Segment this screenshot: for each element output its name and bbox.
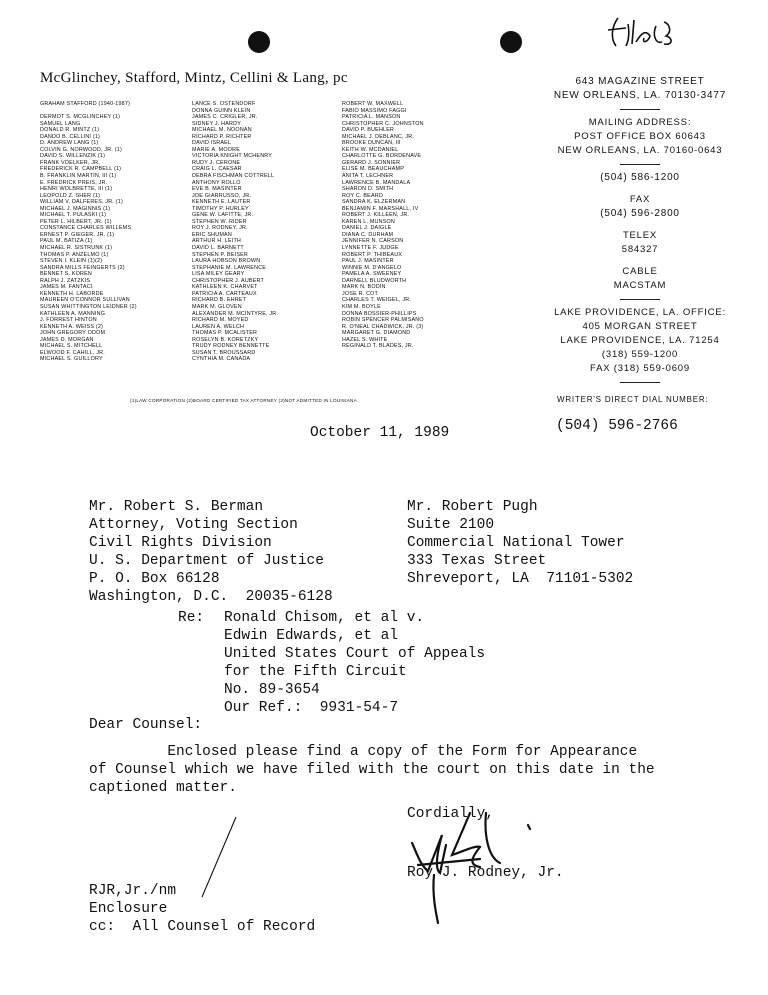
text-line: RICHARD M. MOYED	[192, 317, 249, 324]
recipient-1-address	[89, 498, 333, 606]
text-line: KENNETH E. LAUTER	[192, 199, 251, 206]
text-line: ARTHUR H. LEITH	[192, 238, 242, 245]
text-line: MARIE A. MOORE	[192, 146, 241, 153]
divider	[620, 299, 660, 300]
text-line: DAVID ISRAEL	[192, 140, 232, 147]
mailing-label: MAILING ADDRESS:	[588, 117, 692, 128]
text-line: ERNEST P. GIEGER, JR. (1)	[40, 231, 115, 238]
branch-office-city: LAKE PROVIDENCE, LA. 71254	[560, 335, 720, 346]
text-line: HAZEL S. WHITE	[342, 336, 388, 343]
text-line: Enclosed please find a copy of the Form for Appearance	[89, 744, 638, 760]
closing: Cordially,	[407, 806, 495, 822]
text-line: No. 89-3654	[224, 682, 320, 698]
punch-hole-left	[248, 31, 270, 53]
text-line: Attorney, Voting Section	[89, 517, 298, 533]
text-line: STEPHANIE M. LAWRENCE	[192, 264, 267, 271]
text-line: MICHAEL M. NOONAN	[192, 127, 252, 134]
text-line: SUSAN T. BROUSSARD	[192, 349, 256, 356]
text-line: ROBERT W. MAXWELL	[342, 101, 404, 107]
cable-label: CABLE	[622, 266, 658, 277]
text-line: JOE GIARRUSSO, JR.	[192, 192, 252, 199]
text-line: ALEXANDER M. MCINTYRE, JR.	[192, 310, 279, 317]
firm-name: McGlinchey, Stafford, Mintz, Cellini & Lang, pc	[40, 70, 348, 86]
text-line: MICHAEL J. MAGINNIS (1)	[40, 205, 111, 212]
text-line: Ronald Chisom, et al v.	[224, 610, 425, 626]
text-line: KATHLEEN K. CHARVET	[192, 284, 258, 291]
text-line: BENNET S. KOREN	[40, 271, 93, 278]
text-line: MICHAEL T. PULASKI (1)	[40, 212, 107, 219]
re-subject	[224, 609, 485, 717]
direct-dial-number: (504) 596-2766	[556, 418, 678, 434]
text-line: ROSELYN B. KORETZKY	[192, 336, 259, 343]
attorney-list-col3	[342, 101, 424, 350]
text-line: CHARLES T. WEIGEL, JR.	[342, 297, 412, 304]
text-line: FREDERICK R. CAMPBELL (1)	[40, 166, 122, 173]
text-line: LANCE S. OSTENDORF	[192, 101, 256, 107]
text-line: J. FORREST HINTON	[40, 317, 97, 324]
text-line: E. FREDRICK PREIS, JR.	[40, 179, 108, 186]
text-line: ELISE M. BEAUCHAMP	[342, 166, 405, 173]
text-line: JAMES D. MORGAN	[40, 336, 94, 343]
text-line: ROY C. BEARD	[342, 192, 383, 199]
text-line: EVE B. MASINTER	[192, 186, 242, 193]
text-line: MICHAEL R. SISTRUNK (1)	[40, 245, 113, 252]
text-line: JAMES C. CRIGLER, JR.	[192, 114, 258, 121]
text-line: Suite 2100	[407, 517, 495, 533]
city-address: NEW ORLEANS, LA. 70130-3477	[553, 90, 727, 101]
text-line: DONNA GUINN KLEIN	[192, 107, 251, 114]
text-line: TRUDY RODNEY BENNETTE	[192, 343, 270, 350]
text-line: PETER L. HILBERT, JR. (1)	[40, 218, 112, 225]
text-line: GRAHAM STAFFORD (1940-1987)	[40, 101, 131, 107]
text-line: THOMAS P. MCALISTER	[192, 330, 258, 337]
text-line: JENNIFER N. CARSON	[342, 238, 404, 245]
text-line: TIMOTHY P. HURLEY	[192, 205, 249, 212]
text-line: RUDY J. CERONE	[192, 159, 241, 166]
salutation: Dear Counsel:	[89, 717, 203, 733]
text-line: SIDNEY J. HARDY	[192, 120, 242, 127]
text-line: DANDO B. CELLINI (1)	[40, 133, 101, 140]
text-line: Washington, D.C. 20035-6128	[89, 589, 333, 605]
divider	[620, 109, 660, 110]
text-line: D. ANDREW LANG (1)	[40, 140, 99, 147]
text-line: SAMUEL LANG	[40, 120, 81, 127]
street-address: 643 MAGAZINE STREET	[575, 76, 705, 87]
divider	[620, 382, 660, 383]
text-line: FRANK VOELKER, JR.	[40, 159, 100, 166]
text-line: DAVID P. BUEHLER	[342, 127, 395, 134]
text-line: JOHN GREGORY ODOM	[40, 330, 106, 337]
text-line: CONSTANCE CHARLES WILLEMS	[40, 225, 132, 232]
text-line: GENE W. LAFITTE, JR.	[192, 212, 254, 219]
text-line: SHARON D. SMITH	[342, 186, 394, 193]
text-line: United States Court of Appeals	[224, 646, 486, 662]
mailing-city: NEW ORLEANS, LA. 70160-0643	[557, 145, 723, 156]
text-line: STEVEN I. KLEIN (1)(2)	[40, 258, 103, 265]
text-line: ERIC SHUMAN	[192, 231, 232, 238]
text-line: DEBRA FISCHMAN COTTRELL	[192, 173, 275, 180]
text-line: LYNNETTE F. JUDGE	[342, 245, 399, 252]
direct-dial-label: WRITER'S DIRECT DIAL NUMBER:	[557, 395, 709, 404]
text-line: Civil Rights Division	[89, 535, 272, 551]
text-line: Shreveport, LA 71101-5302	[407, 571, 634, 587]
text-line: DANIEL J. DAIGLE	[342, 225, 392, 232]
text-line: MICHAEL J. DEBLANC, JR.	[342, 133, 415, 140]
text-line: JAMES M. FANTACI	[40, 284, 93, 291]
text-line: MICHAEL S. GUILLORY	[40, 356, 103, 363]
text-line: LISA MILEY GEARY	[192, 271, 245, 278]
text-line: ROBERT P. THIBEAUX	[342, 251, 403, 258]
po-box: POST OFFICE BOX 60643	[574, 131, 706, 142]
punch-hole-right	[500, 31, 522, 53]
firm-address-block	[545, 75, 735, 407]
text-line: MARK M. GLOVEN	[192, 303, 242, 310]
phone-number: (504) 586-1200	[600, 172, 680, 183]
text-line: Enclosure	[89, 901, 168, 917]
text-line: LAWRENCE B. MANDALA	[342, 179, 411, 186]
text-line: cc: All Counsel of Record	[89, 919, 316, 935]
text-line: R. O'NEAL CHADWICK, JR. (3)	[342, 323, 424, 330]
text-line: captioned matter.	[89, 780, 237, 796]
text-line: Mr. Robert Pugh	[407, 499, 538, 515]
text-line: PATRICIA A. CARTEAUX	[192, 290, 257, 297]
text-line: WILLIAM V. DALFERES, JR. (1)	[40, 199, 123, 206]
telex-label: TELEX	[622, 230, 658, 241]
text-line: DONNA BOSSIER-PHILLIPS	[342, 310, 417, 317]
letter-body	[89, 743, 655, 797]
text-line: THOMAS P. ANZELMO (1)	[40, 251, 109, 258]
text-line: SUSAN WHITTINGTON LEIDNER (2)	[40, 303, 137, 310]
text-line: BENJAMIN F. MARSHALL, IV	[342, 205, 419, 212]
text-line: LAURA HOBSON BROWN	[192, 258, 261, 265]
text-line: MARGARET G. DIAMOND	[342, 330, 411, 337]
re-label: Re:	[178, 610, 205, 626]
text-line: KAREN L. MUNSON	[342, 218, 396, 225]
branch-office-phone: (318) 559-1200	[601, 349, 679, 360]
text-line: DIANA C. DURHAM	[342, 231, 394, 238]
branch-office-fax: FAX (318) 559-0609	[590, 363, 690, 374]
text-line: LEOPOLD Z. SHER (1)	[40, 192, 101, 199]
text-line: of Counsel which we have filed with the court on this date in the	[89, 762, 655, 778]
text-line: P. O. Box 66128	[89, 571, 220, 587]
text-line: GERARD J. SONNIER	[342, 159, 401, 166]
signer-name: Roy J. Rodney, Jr.	[407, 865, 564, 881]
text-line: KENNETH A. WEISS (2)	[40, 323, 104, 330]
text-line: DAVID L. BARNETT	[192, 245, 244, 252]
attorney-list-col2	[192, 101, 278, 363]
text-line: KEITH W. MCDANIEL	[342, 146, 399, 153]
branch-office-label: LAKE PROVIDENCE, LA. OFFICE:	[554, 307, 726, 318]
text-line: STEPHEN P. BEISER	[192, 251, 249, 258]
letter-footer	[89, 882, 315, 936]
text-line: ANTHONY ROLLO	[192, 179, 241, 186]
text-line: CHRISTOPHER J. AUBERT	[192, 277, 264, 284]
text-line: FABIO MASSIMO FAGGI	[342, 107, 407, 114]
telex-number: 584327	[621, 244, 659, 255]
text-line: CHARLOTTE G. BORDENAVE	[342, 153, 422, 160]
text-line: JOSE R. COT	[342, 290, 379, 297]
text-line: WINNIE M. D'ANGELO	[342, 264, 402, 271]
text-line: HENRI WOLBRETTE, III (1)	[40, 186, 113, 193]
text-line: ROY J. RODNEY, JR.	[192, 225, 248, 232]
text-line: MICHAEL S. MITCHELL	[40, 343, 103, 350]
branch-office-street: 405 MORGAN STREET	[582, 321, 698, 332]
text-line: PAUL J. MASINTER	[342, 258, 394, 265]
fax-number: (504) 596-2800	[600, 208, 680, 219]
text-line: ELWOOD F. CAHILL, JR.	[40, 349, 105, 356]
text-line: PAUL M. BATIZA (1)	[40, 238, 93, 245]
letterhead-footnote: (1)LAW CORPORATION (2)BOARD CERTIFIED TAX ATTORNEY (3)NOT ADMITTED IN LOUISIANA	[130, 398, 357, 403]
text-line: ROBIN SPENCER PALMISANO	[342, 317, 424, 324]
text-line: DARNELL BLUDWORTH	[342, 277, 407, 284]
text-line: SANDRA MILLS FEINGERTS (2)	[40, 264, 125, 271]
text-line: U. S. Department of Justice	[89, 553, 324, 569]
divider	[620, 164, 660, 165]
text-line: ROBERT J. KILLEEN, JR.	[342, 212, 410, 219]
letter-date: October 11, 1989	[310, 425, 450, 441]
text-line: CHRISTOPHER C. JOHNSTON	[342, 120, 424, 127]
text-line: CYNTHIA M. CANADA	[192, 356, 251, 363]
handwritten-file-note	[600, 12, 700, 52]
text-line: RICHARD B. EHRET	[192, 297, 247, 304]
text-line: RJR,Jr./nm	[89, 883, 177, 899]
text-line: Our Ref.: 9931-54-7	[224, 700, 399, 716]
text-line: KENNETH H. LABORDE	[40, 290, 104, 297]
attorney-list-col1	[40, 101, 137, 363]
recipient-2-address	[407, 498, 633, 588]
text-line: Commercial National Tower	[407, 535, 625, 551]
text-line: COLVIN G. NORWOOD, JR. (1)	[40, 146, 122, 153]
text-line: for the Fifth Circuit	[224, 664, 407, 680]
text-line: REGINALD T. BLADES, JR.	[342, 343, 414, 350]
fax-label: FAX	[629, 194, 651, 205]
text-line: DONALD R. MINTZ (1)	[40, 127, 100, 134]
text-line: MARK N. BODIN	[342, 284, 386, 291]
text-line: PAMELA A. SWEENEY	[342, 271, 402, 278]
text-line: RALPH J. ZATZKIS	[40, 277, 91, 284]
text-line: MAUREEN O'CONNOR SULLIVAN	[40, 297, 130, 304]
text-line: KIM M. BOYLE	[342, 303, 381, 310]
text-line: KATHLEEN A. MANNING	[40, 310, 106, 317]
text-line: VICTORIA KNIGHT MCHENRY	[192, 153, 273, 160]
cable-address: MACSTAM	[613, 280, 667, 291]
text-line: DERMOT S. MCGLINCHEY (1)	[40, 114, 121, 121]
text-line: Mr. Robert S. Berman	[89, 499, 264, 515]
text-line: DAVID S. WILLENZIK (1)	[40, 153, 106, 160]
text-line: PATRICIA L. MANSON	[342, 114, 401, 121]
text-line: Edwin Edwards, et al	[224, 628, 399, 644]
text-line: 333 Texas Street	[407, 553, 547, 569]
text-line: STEPHEN W. RIDER	[192, 218, 247, 225]
text-line: B. FRANKLIN MARTIN, III (1)	[40, 173, 117, 180]
text-line: RICHARD P. RICHTER	[192, 133, 252, 140]
text-line: LAUREN A. WELCH	[192, 323, 245, 330]
text-line: ANITA T. LECHNER	[342, 173, 394, 180]
text-line: BROOKE DUNCAN, III	[342, 140, 401, 147]
text-line: SANDRA K. ELZERMAN	[342, 199, 406, 206]
text-line: CRAIG L. CAESAR	[192, 166, 242, 173]
